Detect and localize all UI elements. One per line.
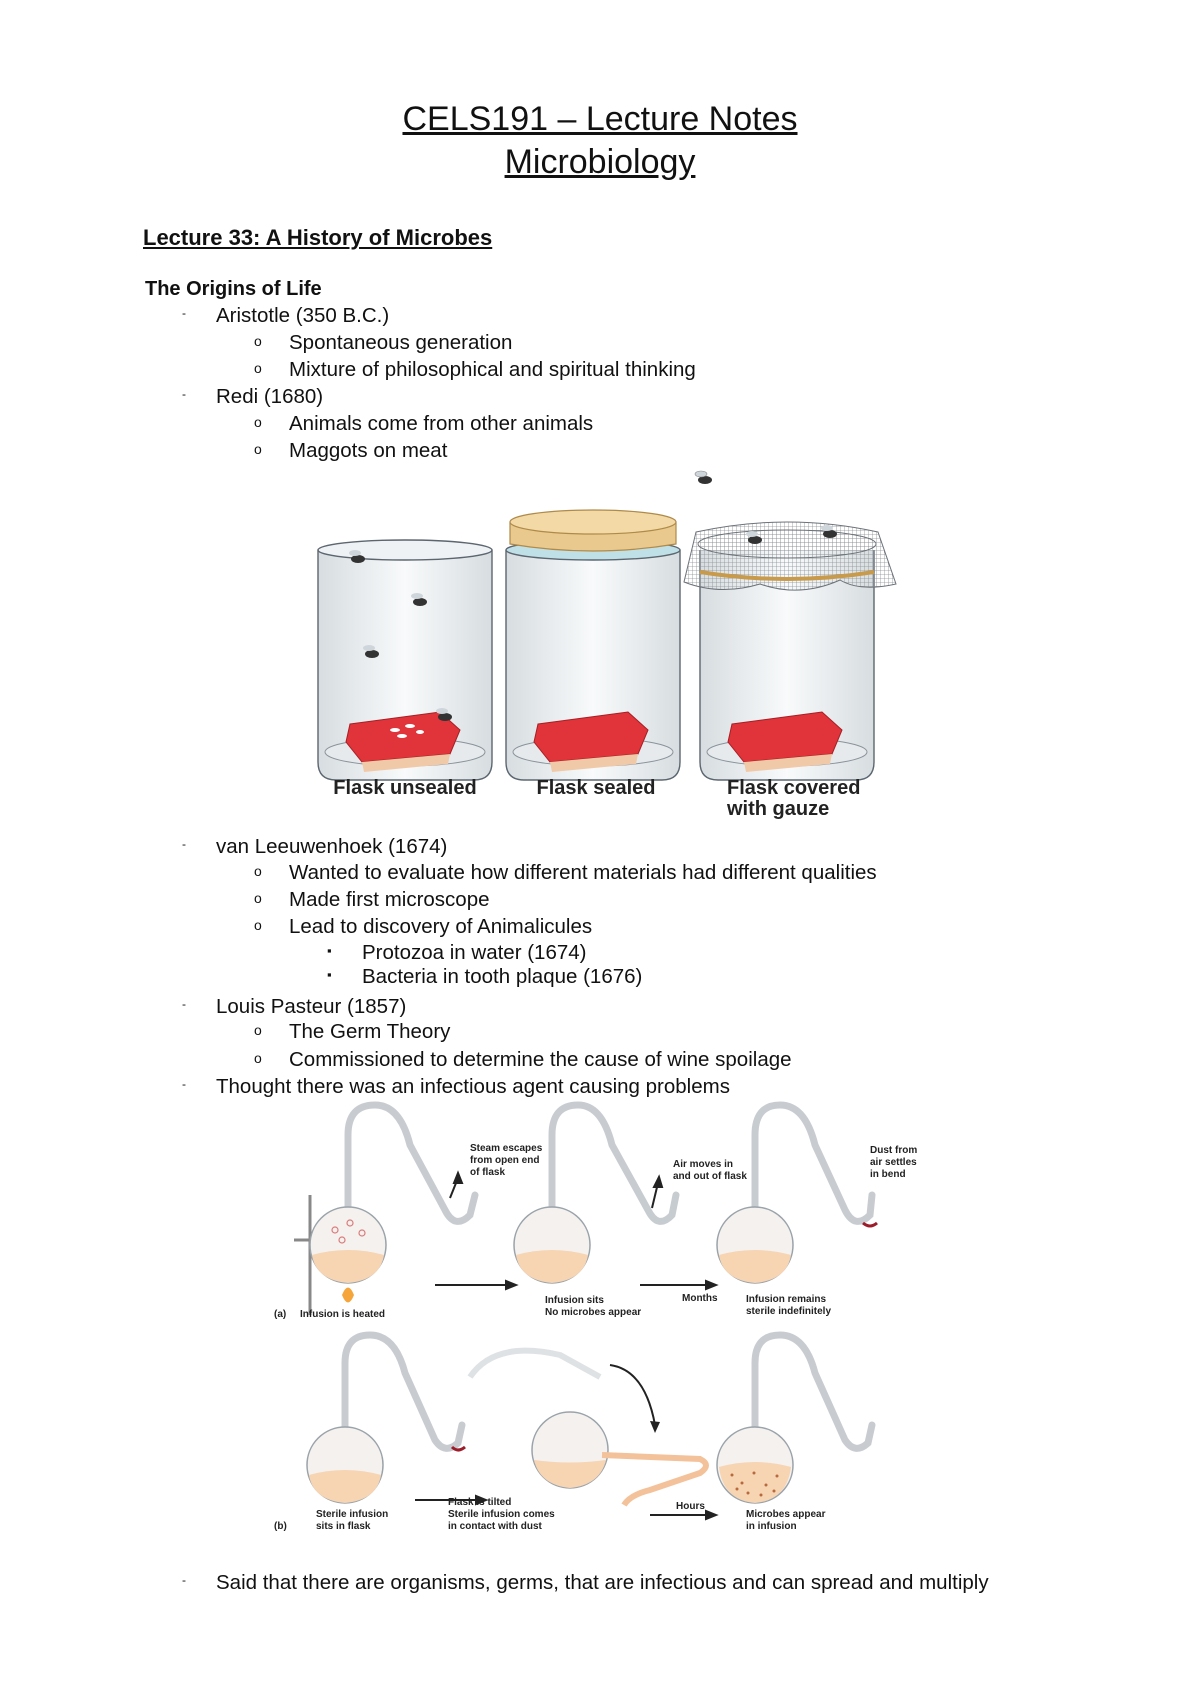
microbes-line1: Microbes appear — [746, 1509, 826, 1520]
dust-line2: air settles — [870, 1157, 917, 1168]
jar-unsealed — [318, 540, 492, 780]
list-item: Maggots on meat — [289, 439, 448, 462]
list-item: Lead to discovery of Animalicules — [289, 915, 593, 938]
dust-line1: Dust from — [870, 1145, 918, 1156]
bullet-marker: o — [254, 360, 262, 376]
sits-line1: Infusion sits — [545, 1295, 604, 1306]
steam-line2: from open end — [470, 1155, 540, 1166]
lecture-heading: Lecture 33: A History of Microbes — [143, 225, 493, 250]
flask-sitting — [514, 1207, 590, 1283]
sits-line2: No microbes appear — [545, 1307, 642, 1318]
flask-label-gauze: Flask covered — [727, 777, 861, 799]
sterile-line1: Sterile infusion — [316, 1509, 389, 1520]
flask-label-gauze-line2: with gauze — [727, 798, 830, 820]
list-item-pasteur: Louis Pasteur (1857) — [216, 995, 407, 1018]
document-title: CELS191 – Lecture Notes — [402, 100, 798, 138]
list-item-aristotle: Aristotle (350 B.C.) — [216, 304, 390, 327]
list-item-redi: Redi (1680) — [216, 385, 324, 408]
hours-label: Hours — [676, 1501, 705, 1512]
bullet-marker: o — [254, 414, 262, 430]
flask-heated — [294, 1195, 386, 1315]
bullet-marker: - — [182, 837, 186, 851]
dust-line3: in bend — [870, 1169, 906, 1180]
flask-label-sealed: Flask sealed — [536, 777, 656, 799]
bullet-marker: o — [254, 890, 262, 906]
bullet-marker: - — [182, 306, 186, 320]
pasteur-flask-figure — [274, 1095, 930, 1535]
list-item: Protozoa in water (1674) — [362, 941, 587, 964]
list-item: Mixture of philosophical and spiritual thinking — [289, 358, 696, 381]
bullet-marker: - — [182, 997, 186, 1011]
bullet-marker: o — [254, 863, 262, 879]
bullet-marker: ▪ — [327, 967, 332, 982]
flask-tilted — [470, 1351, 706, 1505]
list-item: Bacteria in tooth plaque (1676) — [362, 965, 643, 988]
list-item: Made first microscope — [289, 888, 490, 911]
document-subtitle: Microbiology — [504, 143, 696, 181]
remains-line2: sterile indefinitely — [746, 1306, 832, 1317]
bullet-marker: - — [182, 387, 186, 401]
months-label: Months — [682, 1293, 718, 1304]
remains-line1: Infusion remains — [746, 1294, 827, 1305]
list-item: Commissioned to determine the cause of wine spoilage — [289, 1048, 792, 1071]
jar-sealed — [506, 510, 680, 780]
bullet-marker: o — [254, 1050, 262, 1066]
list-item-leeuwenhoek: van Leeuwenhoek (1674) — [216, 835, 448, 858]
flask-microbes — [717, 1427, 793, 1503]
bullet-marker: o — [254, 917, 262, 933]
label-a: (a) — [274, 1309, 287, 1320]
bullet-marker: ▪ — [327, 943, 332, 958]
steam-line3: of flask — [470, 1167, 506, 1178]
list-item: Spontaneous generation — [289, 331, 513, 354]
list-item: The Germ Theory — [289, 1020, 451, 1043]
bullet-marker: o — [254, 441, 262, 457]
label-heated: Infusion is heated — [300, 1309, 386, 1320]
air-line2: and out of flask — [673, 1171, 747, 1182]
microbes-line2: in infusion — [746, 1521, 797, 1532]
flask-label-unsealed: Flask unsealed — [333, 777, 477, 799]
list-item: Animals come from other animals — [289, 412, 594, 435]
list-item: Said that there are organisms, germs, that are infectious and can spread and multiply — [216, 1571, 989, 1594]
label-b: (b) — [274, 1521, 287, 1532]
bullet-marker: - — [182, 1573, 186, 1587]
sterile-line2: sits in flask — [316, 1521, 371, 1532]
list-item: Thought there was an infectious agent causing problems — [216, 1075, 730, 1098]
bullet-marker: - — [182, 1077, 186, 1091]
flask-sterile-sits — [307, 1427, 465, 1503]
tilted-line2: Sterile infusion comes — [448, 1509, 555, 1520]
tilted-line1: Flask is tilted — [448, 1497, 512, 1508]
redi-flask-figure — [300, 462, 910, 834]
bullet-marker: o — [254, 333, 262, 349]
air-line1: Air moves in — [673, 1159, 734, 1170]
jar-gauze — [684, 522, 896, 780]
list-item: Wanted to evaluate how different materials had different qualities — [289, 861, 877, 884]
fly-icon — [695, 471, 712, 484]
steam-line1: Steam escapes — [470, 1143, 543, 1154]
section-heading: The Origins of Life — [145, 278, 322, 300]
tilted-line3: in contact with dust — [448, 1521, 542, 1532]
bullet-marker: o — [254, 1022, 262, 1038]
